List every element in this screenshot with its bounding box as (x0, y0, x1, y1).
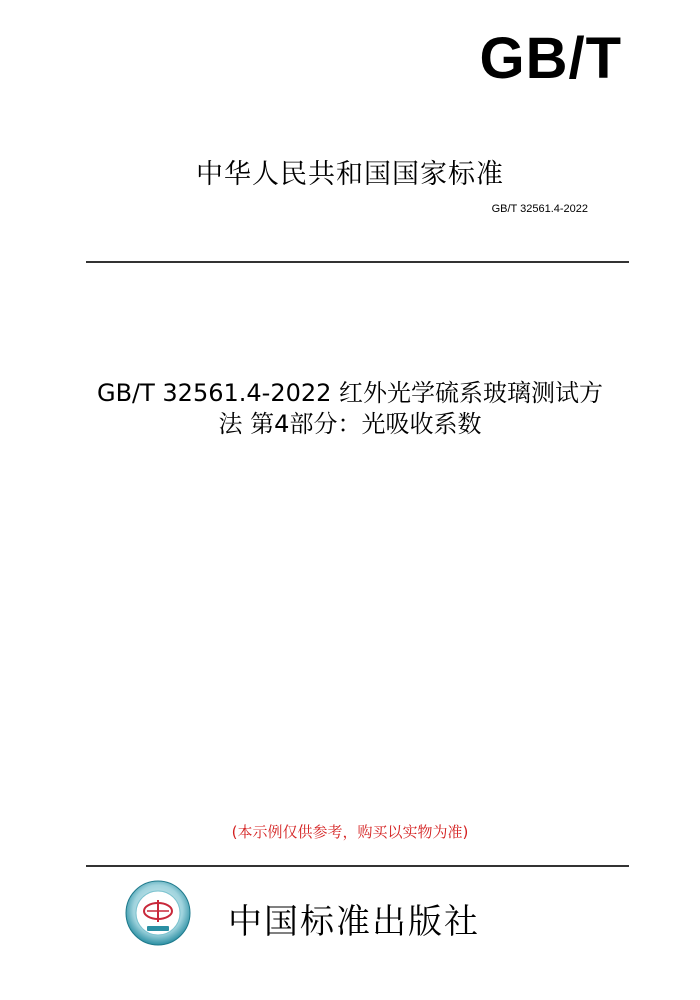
publisher-name: 中国标准出版社 (228, 902, 480, 942)
top-divider (86, 261, 629, 263)
publisher-seal-icon (125, 880, 191, 946)
document-title (40, 378, 660, 440)
standard-code: GB/T 32561.4-2022 (491, 203, 588, 215)
document-title-line-1: GB/T 32561.4-2022 红外光学硫系玻璃测试方 (96, 379, 604, 407)
national-standard-heading: 中华人民共和国国家标准 (196, 159, 504, 190)
sample-disclaimer: (本示例仅供参考，购买以实物为准) (231, 823, 469, 841)
gbt-logo: GB/T (479, 26, 622, 91)
bottom-divider (86, 865, 629, 867)
document-title-line-2: 法 第4部分：光吸收系数 (218, 410, 482, 438)
